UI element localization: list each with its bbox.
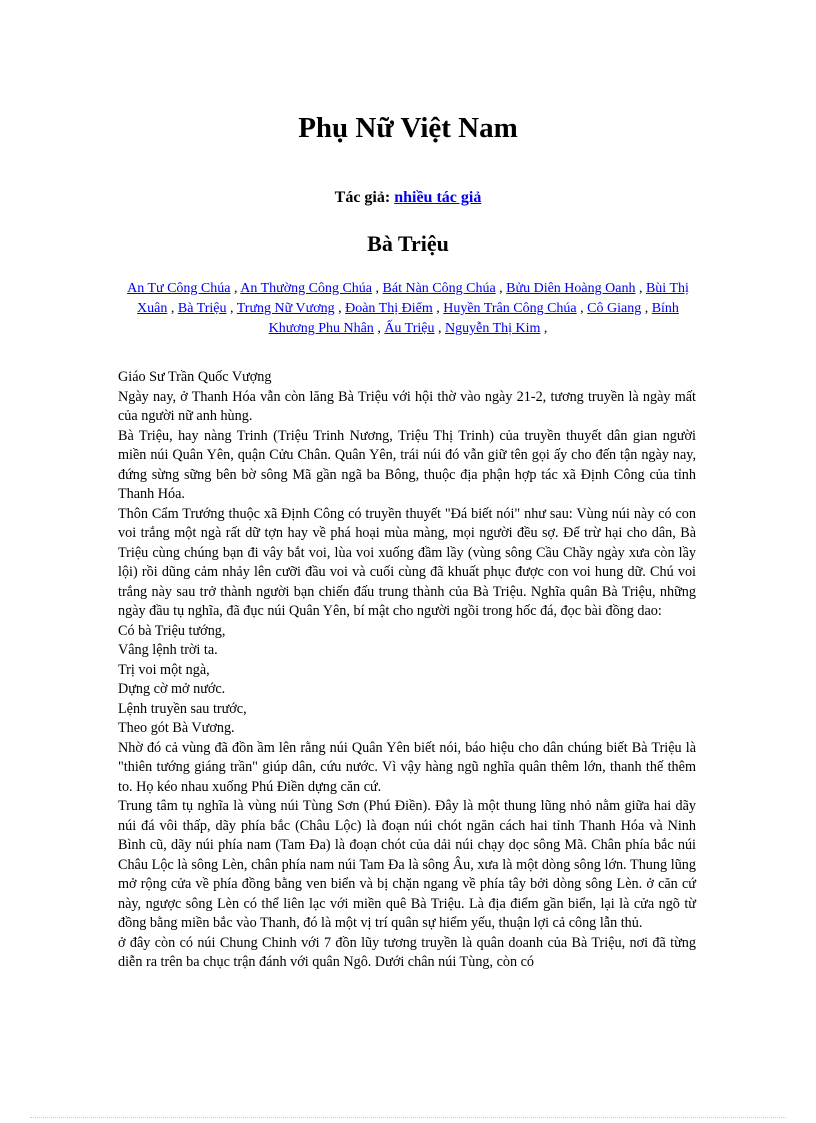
page-bottom-divider [30,1117,786,1118]
article-subtitle: Bà Triệu [367,231,449,256]
link-au-trieu[interactable]: Ấu Triệu [384,321,435,336]
body-paragraph: Bà Triệu, hay nàng Trinh (Triệu Trinh Nương, Triệu Thị Trinh) của truyền thuyết dân gian người miền núi Quân Yên, quận Cửu Chân. Quân Yên, trái núi đó vẫn giữ tên gọi ấy cho đến tận ngày nay, đứng sừng sững bên bờ sông Mã gần ngã ba Bông, thuộc địa phận hợp tác xã Định Công của tỉnh Thanh Hóa. [118,427,696,502]
link-ba-trieu[interactable]: Bà Triệu [177,301,227,316]
verse-line: Theo gót Bà Vương. [118,720,235,736]
link-buu-dien-hoang-oanh[interactable]: Bửu Diên Hoàng Oanh [506,281,636,296]
page-title: Phụ Nữ Việt Nam [298,112,518,144]
body-paragraph: Thôn Cẩm Trướng thuộc xã Định Công có truyền thuyết "Đá biết nói" như sau: Vùng núi này có con voi trắng một ngà rất dữ tợn hay về phá hoại mùa màng, mọi người đều sợ. Để trừ hại cho dân, Bà Triệu cùng chúng bạn đi vây bắt voi, lùa voi xuống đầm lầy (vùng sông Cầu Chầy ngày xưa còn lầy lội) rồi dũng cảm nhảy lên cưỡi đầu voi và cuối cùng đã khuất phục được con voi hung dữ. Chú voi trắng này sau trở thành người bạn chiến đấu trung thành của Bà Triệu. Nghĩa quân Bà Triệu, những ngày đầu tụ nghĩa, đã đục núi Quân Yên, bí mật cho người ngồi trong hốc đá, đọc bài đồng dao: [118,505,696,619]
author-prefix: Tác giả: [334,189,391,206]
author-link[interactable]: nhiều tác giả [394,189,482,206]
link-huyen-tran-cong-chua[interactable]: Huyền Trân Công Chúa [443,301,577,316]
link-trung-nu-vuong[interactable]: Trưng Nữ Vương [236,301,335,316]
article-body [118,368,696,973]
related-links: An Tư Công Chúa , An Thường Công Chúa , Bát Nàn Công Chúa , Bửu Diên Hoàng Oanh , Bùi Thị Xuân , Bà Triệu , Trưng Nữ Vương , Đoàn Thị Điểm , Huyền Trân Công Chúa , Cô Giang , Bính Khương Phu Nhân , Ấu Triệu , Nguyễn Thị Kim , [127,281,689,336]
body-paragraph: Nhờ đó cả vùng đã đồn ầm lên rằng núi Quân Yên biết nói, báo hiệu cho dân chúng biết Bà Triệu là "thiên tướng giáng trần" giúp dân, cứu nước. Vì vậy hàng ngũ nghĩa quân thêm lớn, thanh thế thêm to. Họ kéo nhau xuống Phú Điền dựng căn cứ. [118,739,696,795]
link-bui-thi-xuan[interactable]: Bùi Thị Xuân [137,281,689,316]
link-nguyen-thi-kim[interactable]: Nguyễn Thị Kim [445,321,541,336]
author-line [0,188,816,208]
verse-line: Dựng cờ mở nước. [118,681,226,697]
link-an-tu-cong-chua[interactable]: An Tư Công Chúa [127,281,231,296]
link-an-thuong-cong-chua[interactable]: An Thường Công Chúa [240,281,373,296]
verse-line: Vâng lệnh trời ta. [118,642,218,658]
body-paragraph: Ngày nay, ở Thanh Hóa vẫn còn lăng Bà Triệu với hội thờ vào ngày 21-2, tương truyền là ngày mất của người nữ anh hùng. [118,388,696,424]
body-paragraph: Trung tâm tụ nghĩa là vùng núi Tùng Sơn (Phú Điền). Đây là một thung lũng nhỏ nằm giữa hai dãy núi đá vôi thấp, dãy phía bắc (Châu Lộc) là đoạn núi chót ngăn cách hai tỉnh Thanh Hóa và Ninh Bình cũ, dãy núi phía nam (Tam Đa) là đoạn chót của dải núi chạy dọc sông Mã. Chân phía bắc núi Châu Lộc là sông Lèn, chân phía nam núi Tam Đa là sông Âu, xưa là một dòng sông lớn. Thung lũng mở rộng cửa về phía đồng bằng ven biển và bị chặn ngang về phía tây bởi dòng sông Lèn. ở căn cứ này, ngược sông Lèn có thể liên lạc với miền quê Bà Triệu. Là địa điểm gần biển, lại là cửa ngõ từ đồng bằng miền bắc vào Thanh, đó là một vị trí quân sự hiểm yếu, thuận lợi cả công lẫn thủ. [118,798,696,931]
verse-line: Có bà Triệu tướng, [118,622,226,639]
link-binh-khuong-phu-nhan[interactable]: Bính Khương Phu Nhân [268,301,679,336]
verse-line: Trị voi một ngà, [118,661,210,678]
article-author-line: Giáo Sư Trần Quốc Vượng [118,369,272,385]
body-paragraph: ở đây còn có núi Chung Chinh với 7 đồn lũy tương truyền là quân doanh của Bà Triệu, nơi đã từng diễn ra trên ba chục trận đánh với quân Ngô. Dưới chân núi Tùng, còn có [118,934,696,970]
link-bat-nan-cong-chua[interactable]: Bát Nàn Công Chúa [382,281,496,296]
link-doan-thi-diem[interactable]: Đoàn Thị Điểm [345,301,433,316]
verse-line: Lệnh truyền sau trước, [118,700,247,717]
link-co-giang[interactable]: Cô Giang [587,301,642,316]
